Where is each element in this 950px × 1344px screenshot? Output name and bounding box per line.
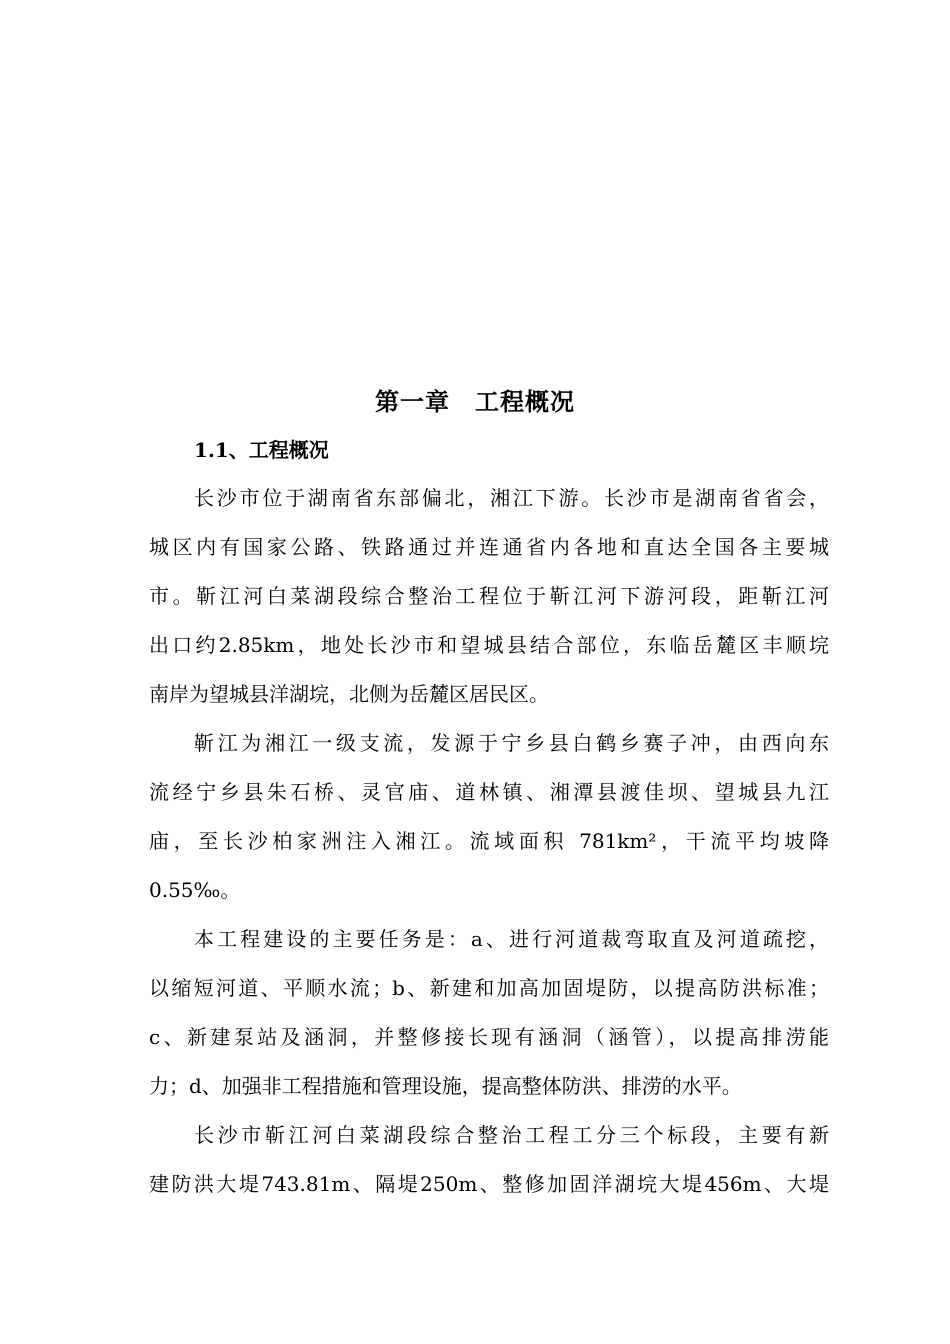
text-line: 以缩短河道、平顺水流；b、新建和加高加固堤防，以提高防洪标准；: [149, 976, 829, 1000]
paragraph-river: [149, 719, 829, 915]
paragraph-sections: [149, 1111, 829, 1209]
text-line: 南岸为望城县洋湖垸，北侧为岳麓区居民区。: [149, 682, 549, 706]
text-line: 庙，至长沙柏家洲注入湘江。流域面积 781km²，干流平均坡降: [149, 829, 829, 853]
text-line: 出口约2.85km，地处长沙市和望城县结合部位，东临岳麓区丰顺垸: [149, 633, 829, 657]
body-text: [149, 474, 829, 1209]
text-line: 长沙市靳江河白菜湖段综合整治工程工分三个标段，主要有新: [194, 1123, 829, 1147]
text-line: 流经宁乡县朱石桥、灵官庙、道林镇、湘潭县渡佳坝、望城县九江: [149, 780, 829, 804]
text-line: 建防洪大堤743.81m、隔堤250m、整修加固洋湖垸大堤456m、大堤: [149, 1172, 829, 1196]
text-line: 城区内有国家公路、铁路通过并连通省内各地和直达全国各主要城: [149, 535, 829, 559]
section-heading: 1.1、工程概况: [194, 438, 329, 462]
text-line: 本工程建设的主要任务是：a、进行河道裁弯取直及河道疏挖，: [194, 927, 829, 951]
chapter-title: 第一章 工程概况: [375, 387, 575, 416]
text-line: c、新建泵站及涵洞，并整修接长现有涵洞（涵管），以提高排涝能: [149, 1025, 829, 1049]
text-line: 力；d、加强非工程措施和管理设施，提高整体防洪、排涝的水平。: [149, 1074, 742, 1098]
text-line: 长沙市位于湖南省东部偏北，湘江下游。长沙市是湖南省省会，: [194, 486, 829, 510]
text-line: 靳江为湘江一级支流，发源于宁乡县白鹤乡赛子冲，由西向东: [194, 731, 829, 755]
paragraph-location: [149, 474, 829, 719]
paragraph-tasks: [149, 915, 829, 1111]
text-line: 市。靳江河白菜湖段综合整治工程位于靳江河下游河段，距靳江河: [149, 584, 829, 608]
text-line: 0.55‰。: [149, 878, 241, 902]
